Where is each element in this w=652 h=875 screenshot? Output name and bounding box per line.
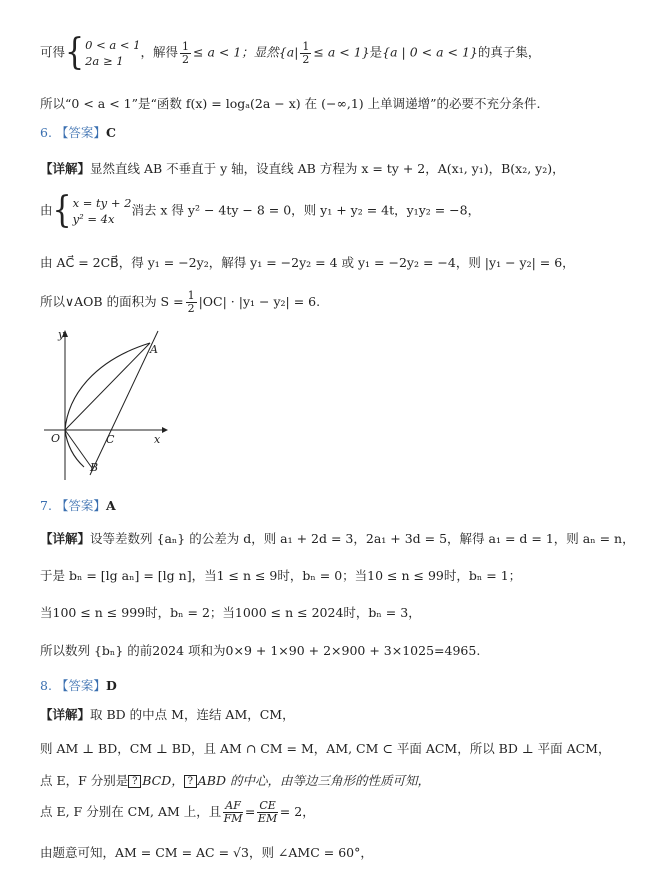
label-y: y [58,328,65,341]
q6-detail-1 [40,161,565,177]
q8-d4-post: = 2， [279,804,315,819]
q6-sys-b: y² = 4x [72,212,115,226]
line-ab [90,331,158,475]
q7-detail-1 [40,531,635,547]
q7-detail-4: 所以数列 {bₙ} 的前2024 项和为0×9 + 1×90 + 2×900 + 3×1025=4965. [40,643,481,658]
q8-num: 8. [40,678,52,693]
parabola-lower [65,430,84,467]
q8-detail-4 [40,800,315,830]
q8-frac2 [257,800,277,825]
q8-frac2-num: CE [259,799,276,812]
q6-detail-3: 由 AC⃗ = 2CB⃗，得 y₁ = −2y₂，解得 y₁ = −2y₂ = 4 或 y₁ = −2y₂ = −4，则 |y₁ − y₂| = 6， [40,255,575,270]
q8-frac1 [223,800,243,825]
line-p2: 所以“0 < a < 1”是“函数 f(x) = logₐ(2a − x) 在 (−∞,1) 上单调递增”的必要不充分条件. [40,96,541,111]
q6-ans: C [105,125,116,140]
p1-frac2-den: 2 [302,52,310,66]
line-ob [65,430,92,468]
p1-set1a: {a| [278,44,299,60]
q8-detail-5: 由题意可知，AM = CM = AC = √3，则 ∠AMC = 60°， [40,845,373,860]
x-axis-arrow-icon [162,427,168,433]
missing-glyph-icon: ? [128,775,141,788]
brace-icon: { [52,189,72,232]
label-c: C [106,433,115,446]
label-a: A [150,343,158,356]
label-o: O [51,432,61,445]
q7-num: 7. [40,498,52,513]
q6-system [73,195,132,227]
q8-frac1-num: AF [225,799,241,812]
p1-mid2: ≤ a < 1；显然 [193,44,279,60]
q7-tag: 【答案】 [55,498,106,513]
q8-detail-3 [40,773,430,789]
parabola-figure [40,325,170,485]
q6-detail-4 [40,290,320,318]
q6-answer [40,125,116,141]
q8-d1: 取 BD 的中点 M，连结 AM，CM， [90,707,295,722]
q7-d1: 设等差数列 {aₙ} 的公差为 d，则 a₁ + 2d = 3，2a₁ + 3d = 5，解得 a₁ = d = 1，则 aₙ = n， [90,531,635,546]
p1-set1b: ≤ a < 1} [313,44,370,60]
p1-mid: ，解得 [140,44,179,60]
q8-detail-1 [40,707,295,723]
q7-d1-tag: 【详解】 [40,531,91,546]
q6-d2-pre: 由 [40,202,53,218]
p1-sys-b: 2a ≥ 1 [85,54,124,68]
q6-d4-pre: 所以∨AOB 的面积为 S = [40,294,184,309]
p1-frac2 [300,41,311,66]
q7-detail-3: 当100 ≤ n ≤ 999时，bₙ = 2；当1000 ≤ n ≤ 2024时，bₙ = 3， [40,605,421,620]
q6-d1: 显然直线 AB 不垂直于 y 轴，设直线 AB 方程为 x = ty + 2，A(x₁, y₁)，B(x₂, y₂)， [90,161,565,176]
p1-mid3: 是 [369,44,383,60]
q8-frac1-den: FM [223,812,243,825]
p1-sys-a: 0 < a < 1 [85,38,141,52]
q6-frac-num: 1 [187,289,195,302]
q7-detail-2: 于是 bₙ = [lg aₙ] = [lg n]，当1 ≤ n ≤ 9时，bₙ = 0；当10 ≤ n ≤ 99时，bₙ = 1； [40,568,522,583]
p1-frac-num: 1 [182,39,190,53]
line-oa [65,343,150,430]
q8-answer [40,678,117,694]
q6-d2-post: 消去 x 得 y² − 4ty − 8 = 0，则 y₁ + y₂ = 4t，y₁y₂ = −8， [131,202,481,218]
q8-ans: D [105,678,117,693]
p1-frac2-num: 1 [302,39,310,53]
p1-end: 的真子集， [477,44,541,60]
q8-d3-post: ABD 的中心，由等边三角形的性质可知， [197,773,430,788]
label-b: B [90,461,99,474]
q6-frac-den: 2 [187,302,195,315]
q8-d3-pre: 点 E，F 分别是 [40,773,129,788]
q8-d1-tag: 【详解】 [40,707,91,722]
line-p1 [40,31,541,77]
q8-frac2-den: EM [257,812,278,825]
q6-tag: 【答案】 [55,125,106,140]
brace-icon: { [65,31,85,74]
q6-d1-tag: 【详解】 [40,161,91,176]
p1-set2: {a | 0 < a < 1} [382,44,478,60]
q6-num: 6. [40,125,52,140]
q6-detail-2 [40,189,481,235]
label-x: x [154,433,161,446]
q7-ans: A [105,498,116,513]
q6-d4-post: |OC| · |y₁ − y₂| = 6. [198,294,321,309]
q6-frac [186,290,197,315]
p1-frac [180,41,191,66]
q7-answer [40,498,116,514]
missing-glyph-icon: ? [184,775,197,788]
q8-eq: = [244,804,256,819]
q8-detail-2: 则 AM ⊥ BD，CM ⊥ BD，且 AM ∩ CM = M，AM, CM ⊂ 平面 ACM，所以 BD ⊥ 平面 ACM， [40,741,611,756]
p1-pre: 可得 [40,44,66,60]
q8-d4-pre: 点 E, F 分别在 CM, AM 上，且 [40,804,222,819]
system-p1 [85,37,140,69]
q8-tag: 【答案】 [55,678,106,693]
p1-frac-den: 2 [182,52,190,66]
q8-d3-mid: BCD， [142,773,184,788]
q6-sys-a: x = ty + 2 [72,196,132,210]
